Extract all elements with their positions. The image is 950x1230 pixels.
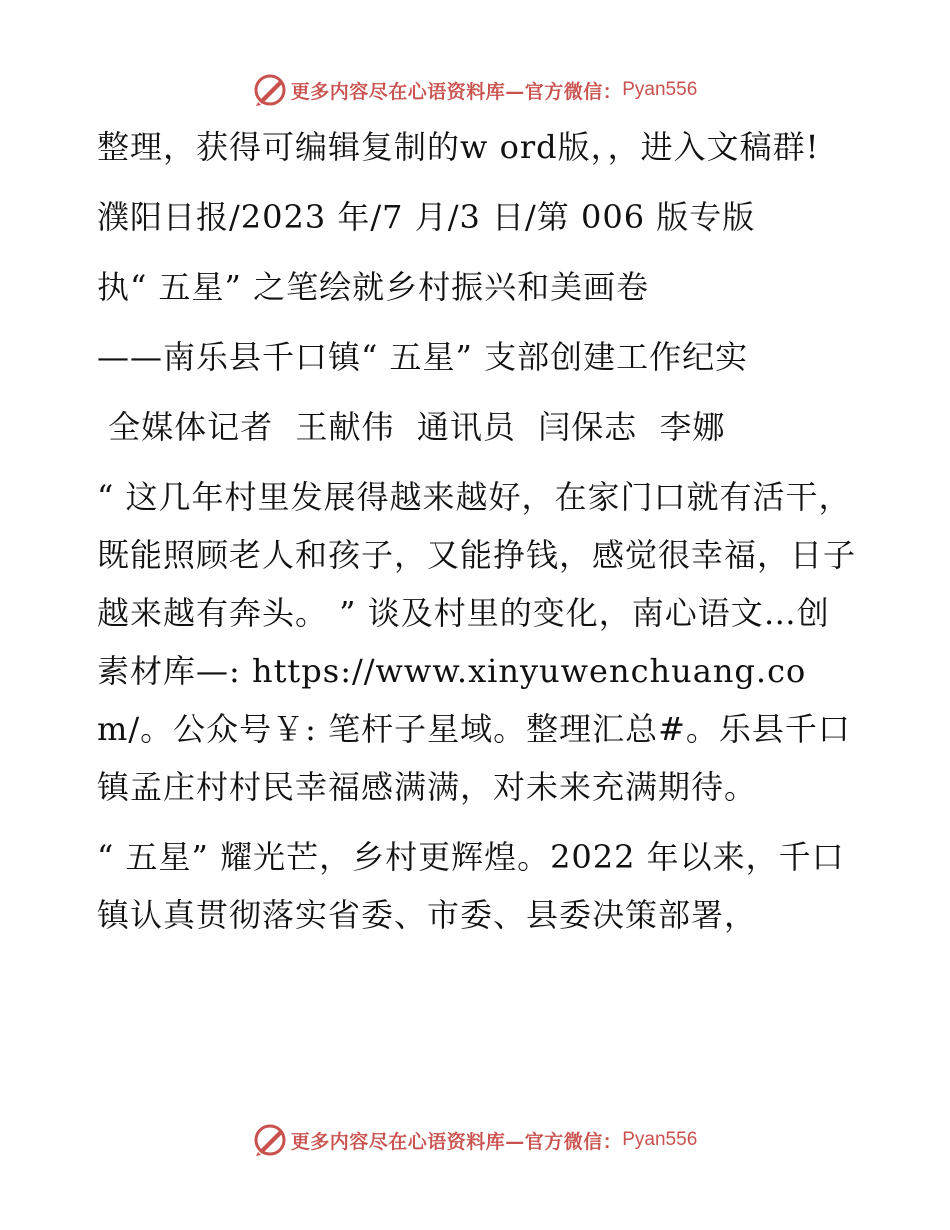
- pen-logo-icon: [253, 1123, 287, 1157]
- article-subtitle: ——南乐县千口镇“ 五星” 支部创建工作纪实: [97, 338, 749, 376]
- article-byline: 全媒体记者 王献伟 通讯员 闫保志 李娜: [97, 408, 726, 446]
- banner-wechat-id: Pyan556: [622, 1129, 698, 1150]
- banner-text: 更多内容尽在心语资料库—官方微信：: [290, 80, 623, 103]
- article-title: 执“ 五星” 之笔绘就乡村振兴和美画卷: [97, 268, 650, 306]
- paragraph-source: 濮阳日报/2023 年/7 月/3 日/第 006 版专版: [97, 198, 756, 236]
- footer-banner: [0, 1120, 950, 1160]
- paragraph-intro: 整理，获得可编辑复制的w ord版，，进入文稿群!: [97, 128, 820, 166]
- banner-wechat-id: Pyan556: [622, 79, 698, 100]
- pen-logo-icon: [253, 73, 287, 107]
- paragraph-body-1: “ 这几年村里发展得越来越好，在家门口就有活干，既能照顾老人和孩子，又能挣钱，感觉很幸福，日子越来越有奔头。 ” 谈及村里的变化，南心语文…创素材库—: https://www.xinyuwenchuang.com/。公众号￥: 笔杆子星域。整理汇总#。乐县千口镇孟庄村村民幸福感满满，对未来充满期待。: [97, 478, 857, 806]
- document-body: [97, 118, 857, 956]
- paragraph-body-2: “ 五星” 耀光芒，乡村更辉煌。2022 年以来，千口镇认真贯彻落实省委、市委、县委决策部署，: [97, 838, 845, 934]
- header-banner: [0, 70, 950, 110]
- banner-text: 更多内容尽在心语资料库—官方微信：: [290, 1130, 623, 1153]
